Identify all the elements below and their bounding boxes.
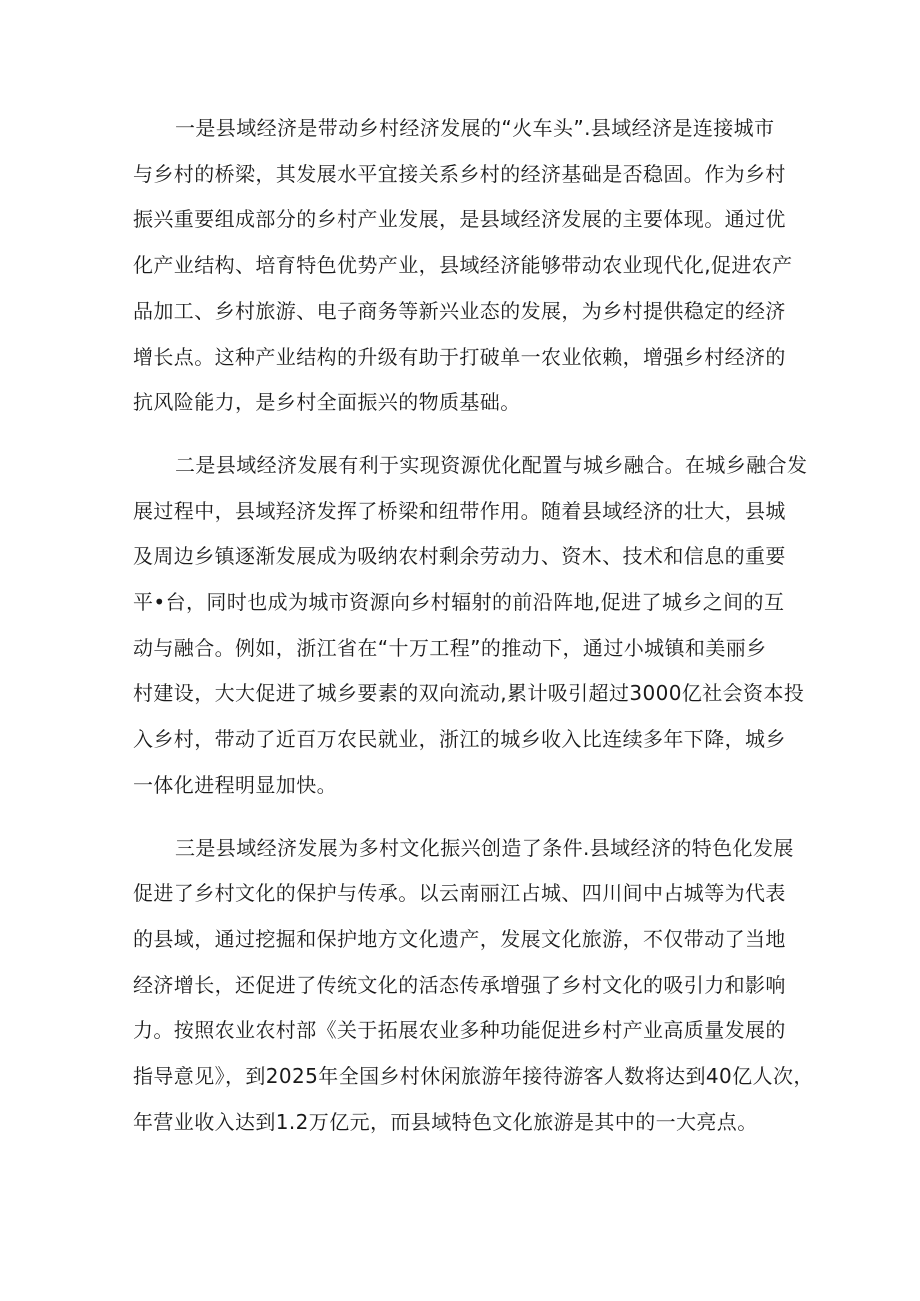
paragraph-county-economy-locomotive: [133, 106, 793, 426]
paragraph-line: 展过程中，县域羟济发挥了桥梁和纽带作用。随着县域经济的壮大，县城: [133, 498, 786, 523]
paragraph-line: 三是县域经济发展为多村文化振兴创造了条件.县域经济的特色化发展: [175, 835, 794, 860]
paragraph-line: 村建设，大大促进了城乡要素的双向流动,累计吸引超过3000亿社会资本投: [133, 681, 805, 706]
paragraph-line: 促进了乡村文化的保护与传承。以云南丽江占城、四川间中占城等为代表: [133, 881, 786, 906]
paragraph-line: 指导意见》，到2025年全国乡村休闲旅游年接待游客人数将达到40亿人次，: [133, 1064, 814, 1089]
paragraph-line: 一体化进程明显加快。: [133, 772, 337, 797]
paragraph-line: 经济增长，还促进了传统文化的活态传承增强了乡村文化的吸引力和影响: [133, 972, 786, 997]
paragraph-line: 振兴重要组成部分的乡村产业发展，是县域经济发展的主要体现。通过优: [133, 207, 786, 232]
paragraph-line: 增长点。这种产业结构的升级有助于打破单一农业依赖，增强乡村经济的: [133, 344, 786, 369]
paragraph-line: 与乡村的桥梁，其发展水平宜接关系乡村的经济基础是否稳固。作为乡村: [133, 161, 786, 186]
paragraph-line: 及周边乡镇逐渐发展成为吸纳农村剩余劳动力、资木、技术和信息的重要: [133, 544, 786, 569]
paragraph-line: 一是县域经济是带动乡村经济发展的“火车头”.县域经济是连接城市: [175, 116, 775, 140]
paragraph-line: 平•台，同时也成为城市资源向乡村辐射的前沿阵地,促进了城乡之间的互: [133, 590, 785, 615]
paragraph-line: 抗风险能力，是乡村全面振兴的物质基础。: [133, 390, 521, 415]
document-body: [133, 106, 814, 1145]
paragraph-line: 年营业收入达到1.2万亿元，而县域特色文化旅游是其中的一大亮点。: [133, 1109, 758, 1134]
paragraph-line: 化产业结构、培育特色优势产业，县域经济能够带动农业现代化,促进农产: [133, 253, 793, 278]
paragraph-line: 入乡村，带动了近百万农民就业，浙江的城乡收入比连续多年下降，城乡: [133, 727, 786, 752]
paragraph-line: 动与融合。例如，浙江省在“十万工程”的推动下，通过小城镇和美丽乡: [133, 635, 767, 660]
paragraph-line: 的县域，通过挖掘和保护地方文化遗产，发展文化旅游，不仅带动了当地: [133, 926, 786, 951]
paragraph-line: 品加工、乡村旅游、电子商务等新兴业态的发展，为乡村提供稳定的经济: [133, 298, 786, 323]
paragraph-resource-allocation-integration: [133, 443, 808, 809]
paragraph-line: 力。按照农业农村部《关于拓展农业多种功能促进乡村产业高质量发展的: [133, 1018, 786, 1043]
paragraph-line: 二是县域经济发展有利于实现资源优化配置与城乡融合。在城乡融合发: [175, 452, 808, 477]
paragraph-cultural-revitalization: [133, 826, 814, 1146]
